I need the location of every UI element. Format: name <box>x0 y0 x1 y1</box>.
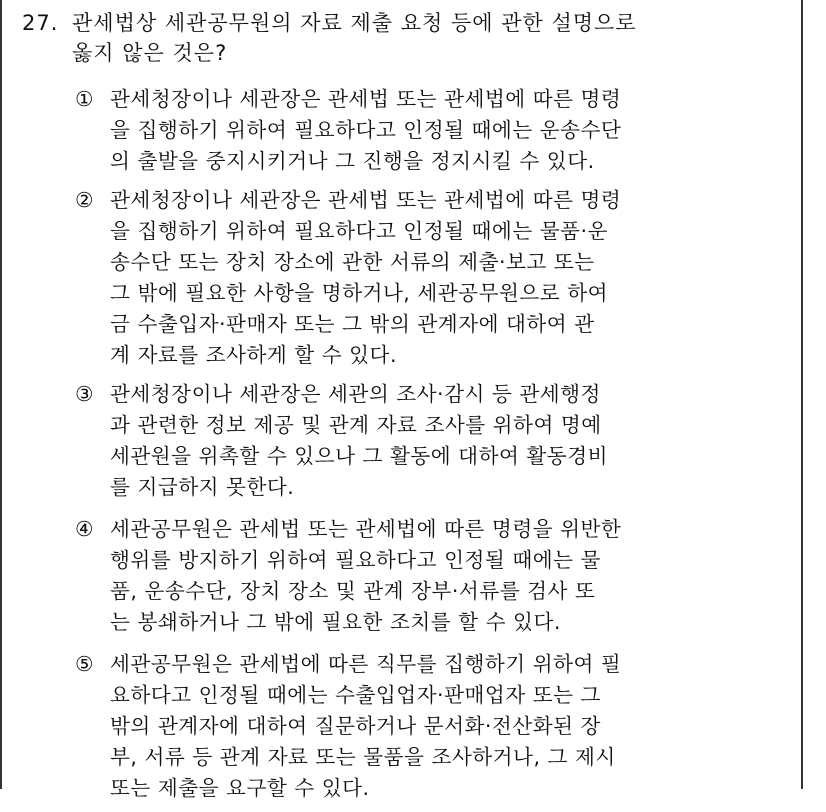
option-text-line: 부, 서류 등 관계 자료 또는 물품을 조사하거나, 그 제시 <box>110 745 616 769</box>
option-text-line: 계 자료를 조사하게 할 수 있다. <box>110 343 397 367</box>
option-text-line: 품, 운송수단, 장치 장소 및 관계 장부·서류를 검사 또 <box>110 579 596 603</box>
option-marker: ③ <box>75 382 94 406</box>
option-text-line: 세관공무원은 관세법 또는 관세법에 따른 명령을 위반한 <box>110 517 622 541</box>
option-text-line: 그 밖에 필요한 사항을 명하거나, 세관공무원으로 하여 <box>110 281 608 305</box>
option-4[interactable] <box>75 514 775 638</box>
option-5[interactable] <box>75 649 775 804</box>
option-text-line: 금 수출입자·판매자 또는 그 밖의 관계자에 대하여 관 <box>110 312 595 336</box>
option-text-line: 관세청장이나 세관장은 관세법 또는 관세법에 따른 명령 <box>110 87 622 111</box>
question-header <box>22 8 792 68</box>
question-text <box>72 8 792 68</box>
option-text-line: 를 지급하지 못한다. <box>110 475 295 499</box>
question-block <box>22 8 792 68</box>
option-text-line: 을 집행하기 위하여 필요하다고 인정될 때에는 물품·운 <box>110 219 608 243</box>
option-text-line: 관세청장이나 세관장은 관세법 또는 관세법에 따른 명령 <box>110 188 622 212</box>
option-text-line: 을 집행하기 위하여 필요하다고 인정될 때에는 운송수단 <box>110 118 622 142</box>
option-text <box>110 185 775 371</box>
option-marker: ② <box>75 188 94 212</box>
option-text-line: 밖의 관계자에 대하여 질문하거나 문서화·전산화된 장 <box>110 714 601 738</box>
answer-options <box>75 84 775 812</box>
option-text-line: 의 출발을 중지시키거나 그 진행을 정지시킬 수 있다. <box>110 149 595 173</box>
option-text <box>110 84 775 177</box>
option-text <box>110 649 775 804</box>
option-marker: ④ <box>75 517 94 541</box>
option-text-line: 세관원을 위촉할 수 있으나 그 활동에 대하여 활동경비 <box>110 444 608 468</box>
right-border-line <box>801 0 803 789</box>
option-1[interactable] <box>75 84 775 177</box>
option-text-line: 과 관련한 정보 제공 및 관계 자료 조사를 위하여 명예 <box>110 413 602 437</box>
option-marker: ① <box>75 87 94 111</box>
option-text-line: 요하다고 인정될 때에는 수출입업자·판매업자 또는 그 <box>110 683 601 707</box>
question-number: 27. <box>22 11 59 35</box>
option-text <box>110 379 775 503</box>
option-text-line: 행위를 방지하기 위하여 필요하다고 인정될 때에는 물 <box>110 548 601 572</box>
option-text-line: 는 봉쇄하거나 그 밖에 필요한 조치를 할 수 있다. <box>110 610 561 634</box>
option-marker: ⑤ <box>75 652 94 676</box>
option-2[interactable] <box>75 185 775 371</box>
option-text-line: 송수단 또는 장치 장소에 관한 서류의 제출·보고 또는 <box>110 250 595 274</box>
question-text-line: 옳지 않은 것은? <box>72 41 228 65</box>
left-border-line <box>0 0 2 789</box>
option-3[interactable] <box>75 379 775 503</box>
question-text-line: 관세법상 세관공무원의 자료 제출 요청 등에 관한 설명으로 <box>72 11 637 35</box>
option-text-line: 관세청장이나 세관장은 세관의 조사·감시 등 관세행정 <box>110 382 601 406</box>
option-text-line: 또는 제출을 요구할 수 있다. <box>110 776 370 800</box>
option-text-line: 세관공무원은 관세법에 따른 직무를 집행하기 위하여 필 <box>110 652 622 676</box>
option-text <box>110 514 775 638</box>
